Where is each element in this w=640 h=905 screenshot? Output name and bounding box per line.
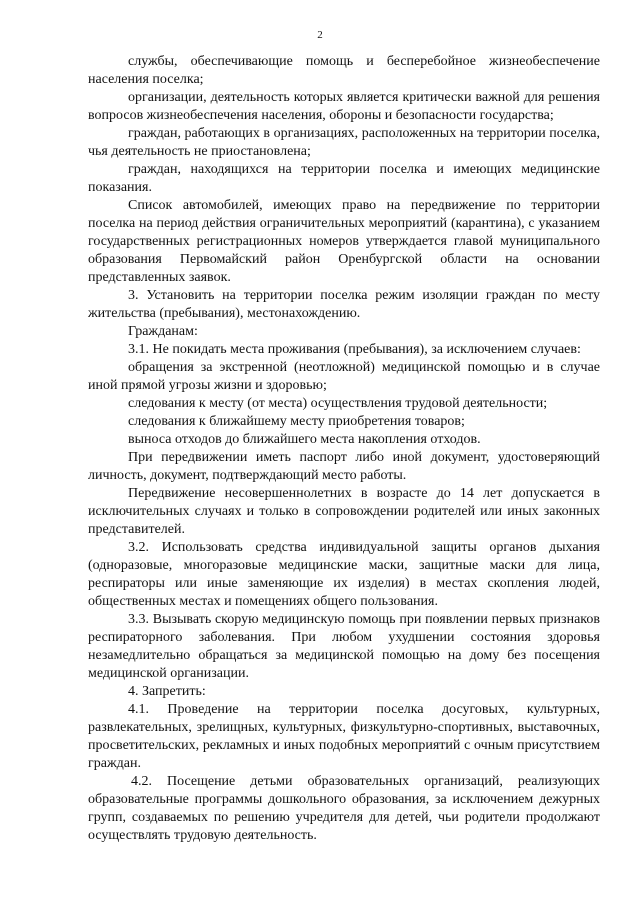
paragraph-item-3: 3. Установить на территории поселка режим изоляции граждан по месту жительства (пребывания), местонахождению.	[88, 288, 600, 321]
paragraph-working-citizens: граждан, работающих в организациях, расположенных на территории поселка, чья деятельность не приостановлена;	[88, 126, 600, 159]
paragraph-vehicle-list: Список автомобилей, имеющих право на передвижение по территории поселка на период действия ограничительных мероприятий (карантина), с указанием государственных регистрационных номеров утверждается главой муниципального образования Первомайский район Оренбургской области на основании представленных заявок.	[88, 198, 600, 285]
paragraph-citizens-heading: Гражданам:	[128, 324, 198, 339]
paragraph-item-3-1: 3.1. Не покидать места проживания (пребывания), за исключением случаев:	[128, 342, 581, 357]
paragraph-medical-indications: граждан, находящихся на территории поселка и имеющих медицинские показания.	[88, 162, 600, 195]
paragraph-item-3-2: 3.2. Использовать средства индивидуальной защиты органов дыхания (одноразовые, многоразовые медицинские маски, защитные маски для лица, респираторы или иные заменяющие их изделия) в местах скопления людей, общественных местах и помещениях общего пользования.	[88, 540, 600, 609]
paragraph-item-3-3: 3.3. Вызывать скорую медицинскую помощь при появлении первых признаков респираторного заболевания. При любом ухудшении состояния здоровья незамедлительно обращаться за медицинской помощью на дому без посещения медицинской организации.	[88, 612, 600, 681]
paragraph-emergency-care: обращения за экстренной (неотложной) медицинской помощью и в случае иной прямой угрозы жизни и здоровью;	[88, 360, 600, 393]
document-body	[88, 53, 600, 845]
paragraph-item-4-1: 4.1. Проведение на территории поселка досуговых, культурных, развлекательных, зрелищных, культурных, физкультурно-спортивных, выставочных, просветительских, рекламных и иных подобных мероприятий с очным присутствием граждан.	[88, 702, 600, 771]
paragraph-item-4: 4. Запретить:	[128, 684, 206, 699]
paragraph-shopping: следования к ближайшему месту приобретения товаров;	[128, 414, 465, 429]
paragraph-critical-organizations: организации, деятельность которых является критически важной для решения вопросов жизнеобеспечения населения, обороны и безопасности государства;	[88, 90, 600, 123]
paragraph-passport: При передвижении иметь паспорт либо иной документ, удостоверяющий личность, документ, подтверждающий место работы.	[88, 450, 600, 483]
page-number: 2	[317, 29, 323, 41]
paragraph-item-4-2: 4.2. Посещение детьми образовательных организаций, реализующих образовательные программы дошкольного образования, за исключением дежурных групп, создаваемых по решению учредителя для детей, чьи родители продолжают осуществлять трудовую деятельность.	[88, 774, 600, 843]
paragraph-waste: выноса отходов до ближайшего места накопления отходов.	[128, 432, 481, 447]
paragraph-minors: Передвижение несовершеннолетних в возрасте до 14 лет допускается в исключительных случаях и только в сопровождении родителей или иных законных представителей.	[88, 486, 600, 537]
paragraph-work-travel: следования к месту (от места) осуществления трудовой деятельности;	[128, 396, 548, 411]
paragraph-services: службы, обеспечивающие помощь и бесперебойное жизнеобеспечение населения поселка;	[88, 54, 600, 87]
